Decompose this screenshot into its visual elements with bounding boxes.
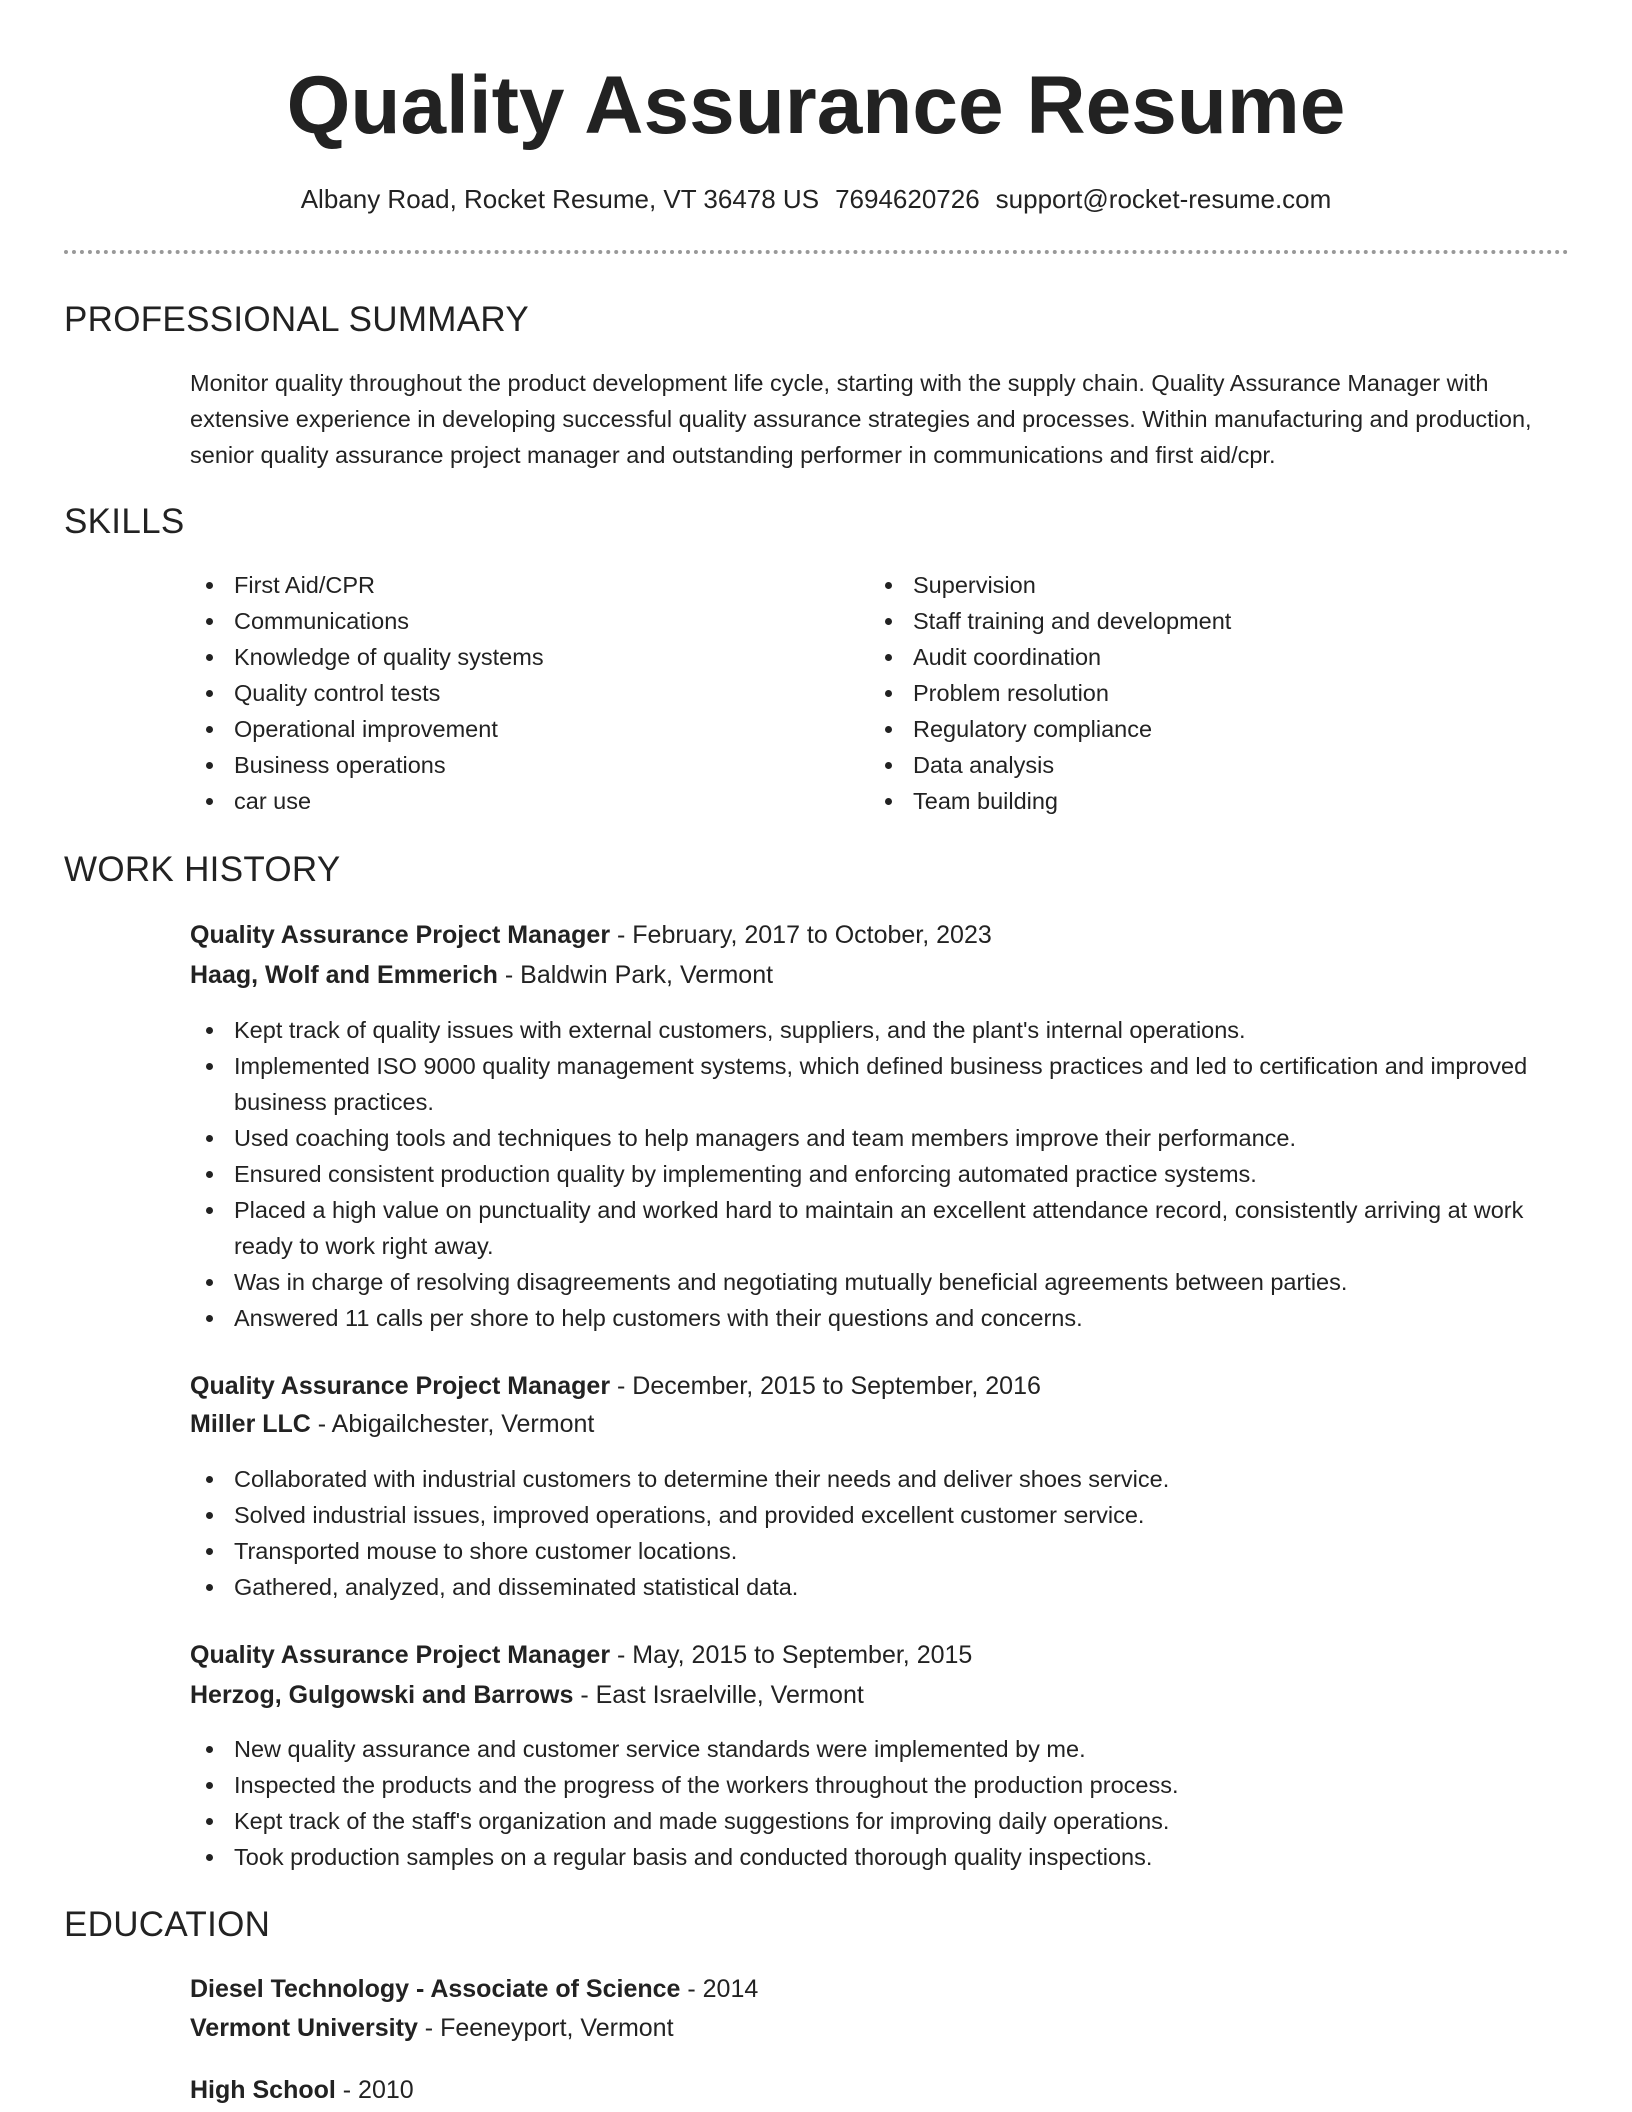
education-year: - 2010 (335, 2076, 414, 2104)
job-bullet: Took production samples on a regular basis and conducted thorough quality inspections. (190, 1839, 1570, 1875)
job-bullets (190, 1731, 1570, 1875)
skill-item: Audit coordination (869, 639, 1231, 675)
job-bullet: Implemented ISO 9000 quality management systems, which defined business practices and led to certification and improved business practices. (190, 1048, 1570, 1120)
work-history-heading: WORK HISTORY (64, 850, 341, 889)
job-dates: - December, 2015 to September, 2016 (610, 1372, 1041, 1400)
education-heading: EDUCATION (64, 1905, 271, 1944)
job-bullet: Kept track of quality issues with external customers, suppliers, and the plant's internal operations. (190, 1012, 1570, 1048)
job-bullet: New quality assurance and customer service standards were implemented by me. (190, 1731, 1570, 1767)
job-bullet: Gathered, analyzed, and disseminated statistical data. (190, 1569, 1570, 1605)
skills-heading: SKILLS (64, 502, 185, 541)
job-title-line (190, 1369, 1041, 1403)
skills-list-right (869, 567, 1231, 819)
summary-heading: PROFESSIONAL SUMMARY (64, 300, 529, 339)
skill-item: Problem resolution (869, 675, 1231, 711)
phone-text: 7694620726 (835, 184, 980, 214)
skill-item: Business operations (190, 747, 544, 783)
job-location: - Abigailchester, Vermont (310, 1410, 595, 1438)
job-role: Quality Assurance Project Manager (190, 921, 611, 949)
job-bullet: Answered 11 calls per shore to help customers with their questions and concerns. (190, 1300, 1570, 1336)
job-company-line (190, 1678, 864, 1712)
job-bullet: Solved industrial issues, improved operations, and provided excellent customer service. (190, 1497, 1570, 1533)
education-school: Vermont University (190, 2014, 418, 2042)
job-company: Miller LLC (190, 1410, 311, 1438)
job-company: Herzog, Gulgowski and Barrows (190, 1681, 574, 1709)
job-bullet: Was in charge of resolving disagreements and negotiating mutually beneficial agreements between parties. (190, 1264, 1570, 1300)
skill-item: Team building (869, 783, 1231, 819)
summary-text: Monitor quality throughout the product development life cycle, starting with the supply chain. Quality Assurance Manager with extensive experience in developing successful quality assurance strategies and processes. Within manufacturing and production, senior quality assurance project manager and outstanding performer in communications and first aid/cpr. (190, 370, 1532, 468)
job-bullet: Collaborated with industrial customers to determine their needs and deliver shoes service. (190, 1461, 1570, 1497)
skill-item: Regulatory compliance (869, 711, 1231, 747)
education-location: - Feeneyport, Vermont (417, 2014, 674, 2042)
job-bullet: Kept track of the staff's organization and made suggestions for improving daily operations. (190, 1803, 1570, 1839)
skill-item: Supervision (869, 567, 1231, 603)
job-company-line (190, 958, 773, 992)
job-bullet: Ensured consistent production quality by implementing and enforcing automated practice systems. (190, 1156, 1570, 1192)
education-school-line (190, 2011, 674, 2045)
job-title-line (190, 1638, 972, 1672)
job-bullet: Placed a high value on punctuality and worked hard to maintain an excellent attendance record, consistently arriving at work ready to work right away. (190, 1192, 1570, 1264)
skill-item: car use (190, 783, 544, 819)
job-bullet: Used coaching tools and techniques to help managers and team members improve their performance. (190, 1120, 1570, 1156)
job-role: Quality Assurance Project Manager (190, 1641, 611, 1669)
skill-item: Operational improvement (190, 711, 544, 747)
address-text: Albany Road, Rocket Resume, VT 36478 US (300, 184, 820, 214)
email-text: support@rocket-resume.com (995, 184, 1332, 214)
skills-list-left (190, 567, 544, 819)
skill-item: Communications (190, 603, 544, 639)
header-divider (64, 250, 1569, 254)
job-bullets (190, 1461, 1570, 1605)
skill-item: Data analysis (869, 747, 1231, 783)
job-location: - East Israelville, Vermont (573, 1681, 864, 1709)
job-company-line (190, 1407, 594, 1441)
education-year: - 2014 (680, 1975, 759, 2003)
job-bullet: Inspected the products and the progress of the workers throughout the production process. (190, 1767, 1570, 1803)
education-degree-line (190, 1972, 758, 2006)
skill-item: First Aid/CPR (190, 567, 544, 603)
skill-item: Knowledge of quality systems (190, 639, 544, 675)
contact-line (0, 182, 1632, 216)
education-degree: Diesel Technology - Associate of Science (190, 1975, 681, 2003)
job-role: Quality Assurance Project Manager (190, 1372, 611, 1400)
education-degree-line (190, 2073, 414, 2107)
job-bullet: Transported mouse to shore customer locations. (190, 1533, 1570, 1569)
skill-item: Staff training and development (869, 603, 1231, 639)
job-dates: - May, 2015 to September, 2015 (610, 1641, 973, 1669)
job-dates: - February, 2017 to October, 2023 (610, 921, 992, 949)
job-location: - Baldwin Park, Vermont (497, 961, 774, 989)
job-title-line (190, 918, 992, 952)
job-company: Haag, Wolf and Emmerich (190, 961, 498, 989)
skill-item: Quality control tests (190, 675, 544, 711)
resume-title: Quality Assurance Resume (286, 60, 1346, 151)
education-degree: High School (190, 2076, 336, 2104)
job-bullets (190, 1012, 1570, 1336)
